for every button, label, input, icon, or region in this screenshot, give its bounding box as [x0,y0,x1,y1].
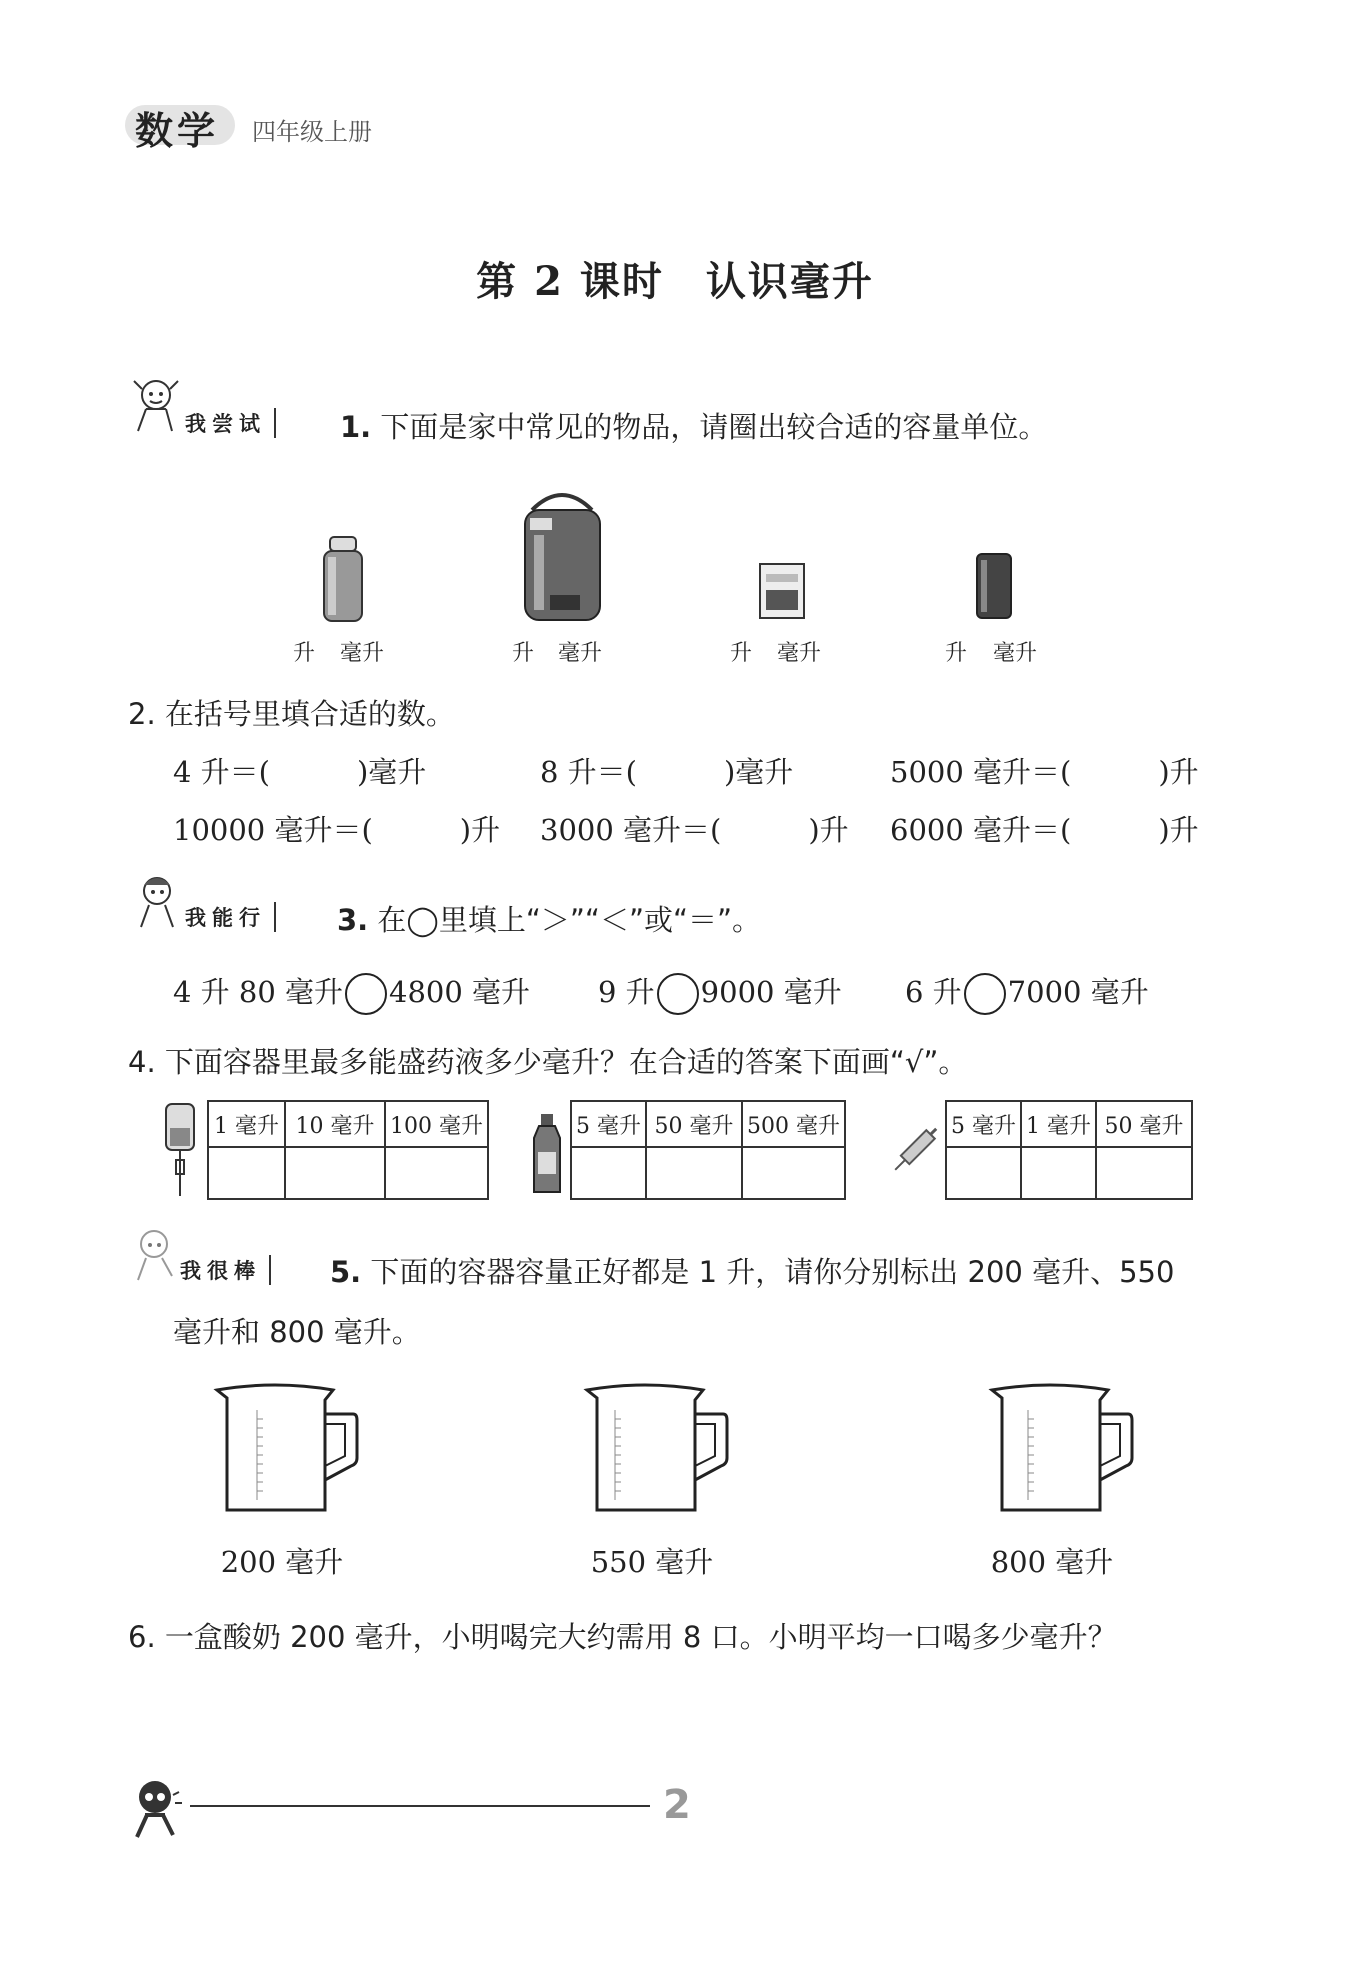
q5-prompt-line2: 毫升和 800 毫升。 [173,1315,421,1349]
measuring-cup-1[interactable] [205,1380,365,1520]
q1-item2-unit-liter[interactable]: 升 [512,641,535,666]
q1-number: 1. [340,410,372,444]
q4-t3-answer-cell1[interactable] [946,1147,1021,1199]
q5-prompt-line1 [330,1250,1174,1291]
q4-t3-answer-cell3[interactable] [1096,1147,1192,1199]
cup-icon [975,552,1013,620]
q1-item1-unit-liter[interactable]: 升 [293,641,316,666]
q1-item4-unit-liter[interactable]: 升 [945,641,968,666]
q3-item1-right: 4800 毫升 [389,975,531,1009]
q5-number: 5. [330,1255,362,1289]
q1-item2-unit-ml[interactable]: 毫升 [558,641,603,666]
q3-item1 [173,970,530,1015]
q2-row2-item3[interactable]: 6000 毫升＝( )升 [890,813,1199,847]
q4-table2 [570,1100,846,1200]
q4-t3-answer-cell2[interactable] [1021,1147,1096,1199]
q4-t3-option3: 50 毫升 [1096,1101,1192,1147]
section-tag-can: 我能行 [185,902,276,932]
milk-bag-icon [758,562,806,620]
q4-t2-answer-cell1[interactable] [571,1147,646,1199]
q4-t3-option2: 1 毫升 [1021,1101,1096,1147]
q3-item2-right: 9000 毫升 [700,975,842,1009]
q5-cup1-label: 200 毫升 [220,1545,344,1579]
section-tag-try: 我尝试 [185,408,276,438]
q4-t2-option1: 5 毫升 [571,1101,646,1147]
q4-t2-option3: 500 毫升 [742,1101,845,1147]
q4-t1-answer-cell2[interactable] [285,1147,385,1199]
q2-row1-item3[interactable]: 5000 毫升＝( )升 [890,755,1199,789]
section-tag-great: 我很棒 [180,1255,271,1285]
q4-table1 [207,1100,489,1200]
q4-t3-option1: 5 毫升 [946,1101,1021,1147]
q3-item2-answer-circle[interactable] [657,973,699,1015]
q4-t1-option3: 100 毫升 [385,1101,488,1147]
water-dispenser-icon [520,480,605,625]
q4-t2-answer-cell3[interactable] [742,1147,845,1199]
q4-t2-option2: 50 毫升 [646,1101,742,1147]
q5-cup3-label: 800 毫升 [990,1545,1114,1579]
header-grade: 四年级上册 [252,118,372,146]
q3-item2 [598,970,842,1015]
q3-item3 [905,970,1149,1015]
cartoon-boy-icon [130,1226,178,1284]
q4-table3 [945,1100,1193,1200]
q3-item1-answer-circle[interactable] [345,973,387,1015]
q2-title: 2. 在括号里填合适的数。 [128,697,455,731]
q2-row1-item1[interactable]: 4 升＝( )毫升 [173,755,427,789]
q3-prompt [337,898,761,939]
q3-item2-left: 9 升 [598,975,655,1009]
q1-prompt [340,405,1047,446]
footer-mascot-icon [125,1775,190,1845]
syringe-icon [885,1120,945,1180]
measuring-cup-3[interactable] [980,1380,1140,1520]
q1-text: 下面是家中常见的物品，请圈出较合适的容量单位。 [380,410,1048,444]
q4-t1-option2: 10 毫升 [285,1101,385,1147]
page-title: 第 2 课时 认识毫升 [476,258,874,305]
q5-text1: 下面的容器容量正好都是 1 升，请你分别标出 200 毫升、550 [370,1255,1175,1289]
q1-item1-unit-ml[interactable]: 毫升 [340,641,385,666]
q2-row2-item2[interactable]: 3000 毫升＝( )升 [540,813,849,847]
cartoon-girl-icon [133,873,181,931]
q5-cup2-label: 550 毫升 [590,1545,714,1579]
footer-page-number: 2 [663,1782,691,1828]
cartoon-girl-icon [128,375,183,435]
q4-t2-answer-cell2[interactable] [646,1147,742,1199]
iv-drip-bag-icon [162,1100,198,1200]
q4-t1-answer-cell3[interactable] [385,1147,488,1199]
medicine-bottle-icon [530,1112,564,1196]
q6-question: 6. 一盒酸奶 200 毫升，小明喝完大约需用 8 口。小明平均一口喝多少毫升？ [128,1620,1117,1654]
q2-row2-item1[interactable]: 10000 毫升＝( )升 [173,813,501,847]
measuring-cup-2[interactable] [575,1380,735,1520]
q3-item1-left: 4 升 80 毫升 [173,975,344,1009]
q1-item3-unit-liter[interactable]: 升 [730,641,753,666]
q1-item3-unit-ml[interactable]: 毫升 [777,641,822,666]
thermos-cup-icon [318,535,368,625]
q4-t1-answer-cell1[interactable] [208,1147,285,1199]
q4-t1-option1: 1 毫升 [208,1101,285,1147]
q2-row1-item2[interactable]: 8 升＝( )毫升 [540,755,794,789]
q1-item4-unit-ml[interactable]: 毫升 [993,641,1038,666]
q3-text: 在◯里填上“＞”“＜”或“＝”。 [377,903,762,937]
q3-item3-left: 6 升 [905,975,962,1009]
q4-title: 4. 下面容器里最多能盛药液多少毫升？在合适的答案下面画“√”。 [128,1045,968,1079]
q3-item3-answer-circle[interactable] [964,973,1006,1015]
q3-number: 3. [337,903,369,937]
footer-rule [190,1805,650,1807]
header-subject: 数学 [135,109,220,153]
q3-item3-right: 7000 毫升 [1007,975,1149,1009]
